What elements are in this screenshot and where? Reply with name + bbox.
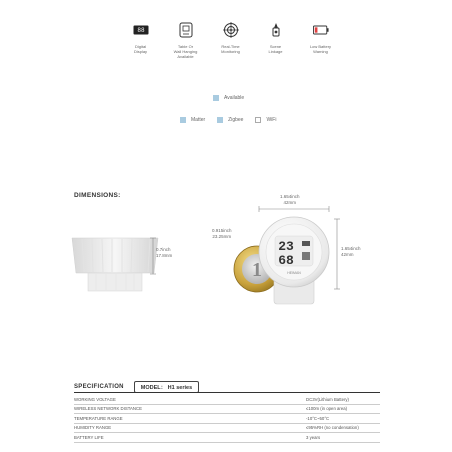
table-wall-icon (178, 22, 194, 38)
dimensions-title: DIMENSIONS: (74, 192, 121, 199)
device-side-view (70, 235, 160, 295)
brand-logo: HEIMAN (287, 271, 301, 275)
spec-value: ≤100m (in open area) (306, 406, 348, 412)
height-measurement: 1.654inch 42mm (341, 246, 361, 257)
scene-linkage-icon (268, 22, 284, 38)
available-swatch-icon (213, 95, 219, 101)
spec-row (74, 395, 380, 405)
specification-table (74, 395, 380, 443)
spec-value: DC3V(Lithium Battery) (306, 396, 349, 402)
spec-row (74, 424, 380, 434)
protocol-label: Zigbee (228, 117, 244, 123)
coin-measurement: 0.915inch 23.25mm (212, 228, 232, 239)
width-measurement: 1.654inch 42mm (280, 194, 300, 205)
availability-legend (213, 95, 244, 101)
spec-key: HUMIDITY RANGE (74, 425, 112, 431)
feature-icons-row (118, 22, 343, 59)
checkbox-icon (180, 117, 186, 123)
height-dimension-line (334, 218, 340, 290)
feature-label: Digital Display (133, 44, 148, 54)
spec-row (74, 433, 380, 443)
depth-measurement: 0.7inch 17.8mm (156, 247, 173, 258)
feature-digital-display (118, 22, 163, 59)
feature-scene-linkage (253, 22, 298, 59)
spec-row (74, 405, 380, 415)
spec-key: WIRELESS NETWORK DISTANCE (74, 406, 142, 412)
feature-low-battery (298, 22, 343, 59)
checkbox-icon (217, 117, 223, 123)
feature-table-wall (163, 22, 208, 59)
protocol-zigbee (217, 117, 243, 123)
divider (74, 392, 380, 393)
display-bottom-reading: 68 (278, 253, 294, 268)
svg-text:88: 88 (136, 27, 145, 34)
device-front-view (258, 214, 330, 306)
feature-realtime-monitoring (208, 22, 253, 59)
protocol-wifi (255, 117, 276, 123)
feature-label: Low Battery Warning (309, 44, 332, 54)
realtime-monitoring-icon (223, 22, 239, 38)
feature-label: Real-Time Monitoring (221, 44, 240, 54)
spec-value: -10°C~50°C (306, 415, 330, 421)
spec-row (74, 414, 380, 424)
model-badge: MODEL： H1 series (134, 381, 199, 393)
checkbox-icon (255, 117, 261, 123)
svg-text:1: 1 (252, 259, 262, 281)
feature-label: Scene Linkage (268, 44, 283, 54)
specification-title: SPECIFICATION (74, 384, 124, 390)
digital-display-icon (133, 22, 149, 38)
width-dimension-line (258, 206, 330, 212)
low-battery-icon (313, 22, 329, 38)
protocol-label: Matter (191, 117, 206, 123)
protocol-matter (180, 117, 205, 123)
spec-value: ≤95%RH (no condensation) (306, 425, 359, 431)
available-label: Available (224, 95, 245, 101)
protocol-list (180, 117, 276, 123)
spec-key: BATTERY LIFE (74, 434, 104, 440)
spec-key: TEMPERATURE RANGE (74, 415, 123, 421)
protocol-label: WiFi (266, 117, 277, 123)
feature-label: Table Or Wall Hanging Available (173, 44, 198, 59)
spec-value: 3 years (306, 434, 321, 440)
display-top-reading: 23 (278, 239, 294, 254)
spec-key: WORKING VOLTAGE (74, 396, 116, 402)
